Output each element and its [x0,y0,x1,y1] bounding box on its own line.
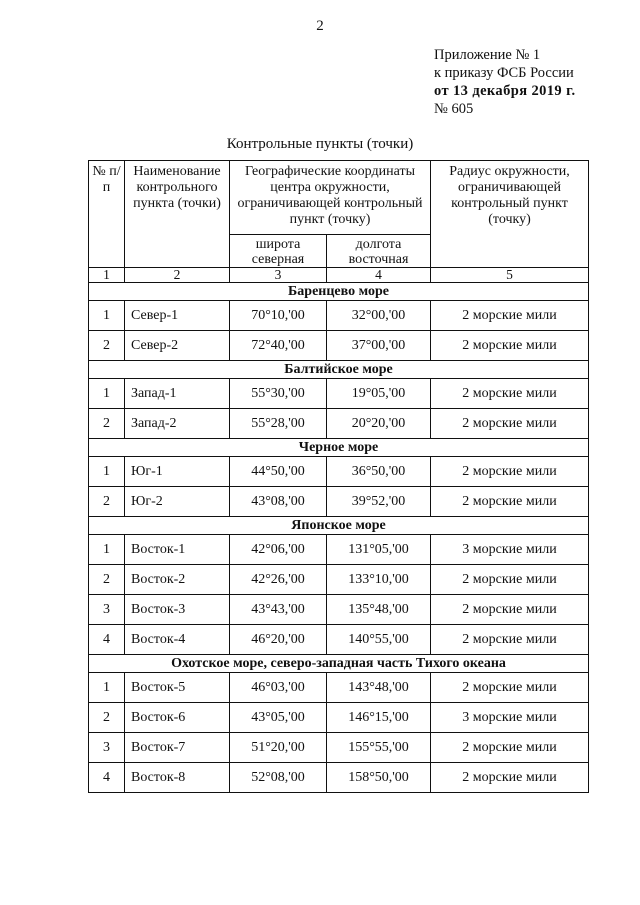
row-number-cell: 3 [89,733,125,763]
point-name-cell: Восток-7 [125,733,230,763]
radius-cell: 2 морские мили [431,763,589,793]
section-title: Черное море [89,439,589,457]
table-row [89,733,589,763]
longitude-cell: 155°55,'00 [327,733,431,763]
table-body [89,283,589,793]
latitude-cell: 43°05,'00 [230,703,327,733]
radius-cell: 3 морские мили [431,535,589,565]
longitude-cell: 135°48,'00 [327,595,431,625]
point-name-cell: Восток-8 [125,763,230,793]
row-number-cell: 1 [89,535,125,565]
table-row [89,331,589,361]
point-name-cell: Восток-6 [125,703,230,733]
radius-cell: 2 морские мили [431,379,589,409]
table-row [89,595,589,625]
row-number-cell: 2 [89,703,125,733]
longitude-cell: 158°50,'00 [327,763,431,793]
radius-cell: 2 морские мили [431,487,589,517]
point-name-cell: Восток-1 [125,535,230,565]
point-name-cell: Восток-4 [125,625,230,655]
longitude-cell: 131°05,'00 [327,535,431,565]
longitude-cell: 37°00,'00 [327,331,431,361]
header-coords: Географические координаты центра окружности, ограничивающей контрольный пункт (точку) [230,161,431,235]
latitude-cell: 44°50,'00 [230,457,327,487]
latitude-cell: 42°06,'00 [230,535,327,565]
radius-cell: 2 морские мили [431,301,589,331]
row-number-cell: 2 [89,487,125,517]
point-name-cell: Восток-3 [125,595,230,625]
point-name-cell: Запад-1 [125,379,230,409]
table-row [89,763,589,793]
row-number-cell: 4 [89,625,125,655]
latitude-cell: 46°03,'00 [230,673,327,703]
header-radius: Радиус окружности, ограничивающей контрольный пункт (точку) [431,161,589,268]
row-number-cell: 1 [89,457,125,487]
column-number: 4 [327,268,431,283]
point-name-cell: Юг-2 [125,487,230,517]
section-row [89,517,589,535]
longitude-cell: 39°52,'00 [327,487,431,517]
latitude-cell: 43°08,'00 [230,487,327,517]
column-number-row [89,268,589,283]
latitude-cell: 43°43,'00 [230,595,327,625]
row-number-cell: 4 [89,763,125,793]
header-lat: широта северная [230,235,327,268]
radius-cell: 2 морские мили [431,409,589,439]
row-number-cell: 1 [89,301,125,331]
longitude-cell: 19°05,'00 [327,379,431,409]
radius-cell: 2 морские мили [431,733,589,763]
table-row [89,379,589,409]
longitude-cell: 143°48,'00 [327,673,431,703]
section-title: Охотское море, северо-западная часть Тихого океана [89,655,589,673]
radius-cell: 2 морские мили [431,625,589,655]
point-name-cell: Восток-5 [125,673,230,703]
column-number: 2 [125,268,230,283]
row-number-cell: 1 [89,379,125,409]
latitude-cell: 70°10,'00 [230,301,327,331]
table-row [89,409,589,439]
point-name-cell: Север-1 [125,301,230,331]
appendix-line-2: к приказу ФСБ России [434,65,574,81]
appendix-line-3: от 13 декабря 2019 г. [434,83,576,99]
table-title: Контрольные пункты (точки) [226,136,414,152]
row-number-cell: 2 [89,409,125,439]
header-name: Наименование контрольного пункта (точки) [125,161,230,268]
point-name-cell: Север-2 [125,331,230,361]
radius-cell: 2 морские мили [431,595,589,625]
longitude-cell: 146°15,'00 [327,703,431,733]
column-number: 5 [431,268,589,283]
row-number-cell: 1 [89,673,125,703]
longitude-cell: 36°50,'00 [327,457,431,487]
table-row [89,457,589,487]
latitude-cell: 42°26,'00 [230,565,327,595]
section-row [89,439,589,457]
header-num: № п/п [89,161,125,268]
row-number-cell: 2 [89,331,125,361]
section-title: Японское море [89,517,589,535]
table-row [89,535,589,565]
appendix-line-1: Приложение № 1 [434,47,541,63]
column-number: 3 [230,268,327,283]
appendix-line-4: № 605 [434,101,474,117]
row-number-cell: 3 [89,595,125,625]
section-title: Балтийское море [89,361,589,379]
table-row [89,301,589,331]
latitude-cell: 46°20,'00 [230,625,327,655]
longitude-cell: 32°00,'00 [327,301,431,331]
table-row [89,487,589,517]
section-row [89,283,589,301]
radius-cell: 2 морские мили [431,331,589,361]
latitude-cell: 52°08,'00 [230,763,327,793]
table-row [89,565,589,595]
longitude-cell: 20°20,'00 [327,409,431,439]
table-row [89,625,589,655]
page-number: 2 [316,18,324,34]
longitude-cell: 133°10,'00 [327,565,431,595]
longitude-cell: 140°55,'00 [327,625,431,655]
point-name-cell: Юг-1 [125,457,230,487]
radius-cell: 3 морские мили [431,703,589,733]
latitude-cell: 72°40,'00 [230,331,327,361]
latitude-cell: 55°28,'00 [230,409,327,439]
section-row [89,361,589,379]
latitude-cell: 55°30,'00 [230,379,327,409]
table-row [89,673,589,703]
appendix-block [434,46,575,118]
latitude-cell: 51°20,'00 [230,733,327,763]
radius-cell: 2 морские мили [431,457,589,487]
header-lon: долгота восточная [327,235,431,268]
radius-cell: 2 морские мили [431,673,589,703]
checkpoints-table [88,160,589,793]
column-number: 1 [89,268,125,283]
row-number-cell: 2 [89,565,125,595]
point-name-cell: Восток-2 [125,565,230,595]
point-name-cell: Запад-2 [125,409,230,439]
section-row [89,655,589,673]
section-title: Баренцево море [89,283,589,301]
radius-cell: 2 морские мили [431,565,589,595]
table-row [89,703,589,733]
